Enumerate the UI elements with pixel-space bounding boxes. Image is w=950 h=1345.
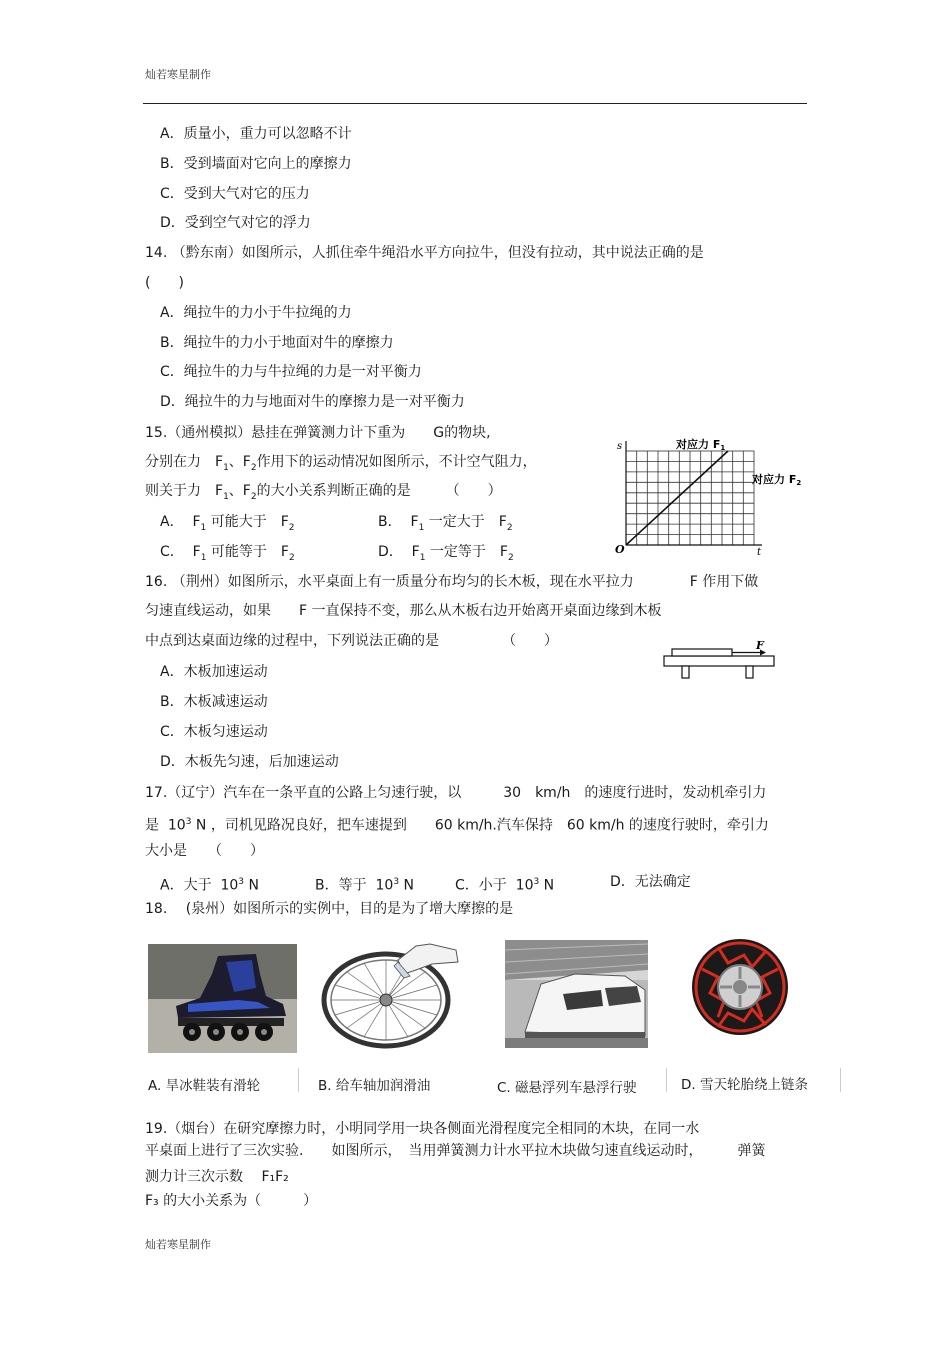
- q14-option-d: D．绳拉牛的力与地面对牛的摩擦力是一对平衡力: [160, 394, 465, 410]
- table-leg-right: [746, 666, 753, 678]
- q14-option-c: C．绳拉牛的力与牛拉绳的力是一对平衡力: [160, 364, 422, 380]
- q19-stem-line3: 测力计三次示数 F₁F₂: [145, 1169, 289, 1185]
- caption-d: D. 雪天轮胎绕上链条: [681, 1077, 808, 1093]
- table-top: [664, 656, 774, 666]
- q15-stem-line3: 则关于力 $F_1$、$F_2$的大小关系判断正确的是 （ ）: [145, 483, 502, 502]
- q17-option-d: D．无法确定: [610, 874, 691, 890]
- q17-option-c: C．小于 $10^3$ N: [455, 877, 555, 894]
- photo-inline-skate: [148, 944, 297, 1053]
- f2-label: 对应力 F2: [752, 473, 802, 487]
- caption-divider: [840, 1068, 841, 1092]
- table-leg-left: [682, 666, 689, 678]
- q15-stem-line1: 15.（通州模拟）悬挂在弹簧测力计下重为 G的物块,: [145, 425, 491, 441]
- caption-divider: [666, 1068, 667, 1092]
- wood-board: [672, 649, 732, 656]
- q16-option-b: B．木板减速运动: [160, 694, 268, 710]
- caption-b: B. 给车轴加润滑油: [318, 1078, 431, 1094]
- f1-label: 对应力 F1: [676, 438, 726, 452]
- q14-stem: 14. （黔东南）如图所示，人抓住牵牛绳沿水平方向拉牛，但没有拉动，其中说法正确的是: [145, 245, 704, 261]
- origin-label: O: [615, 543, 625, 556]
- q17-option-b: B．等于 $10^3$ N: [315, 877, 414, 894]
- q13-option-b: B．受到墙面对它向上的摩擦力: [160, 156, 352, 172]
- q16-option-d: D．木板先匀速，后加速运动: [160, 754, 339, 770]
- force-label: F: [756, 640, 764, 652]
- caption-a: A. 旱冰鞋装有滑轮: [148, 1078, 261, 1094]
- q13-option-c: C．受到大气对它的压力: [160, 186, 310, 202]
- photo-snow-chain-tire: [688, 935, 793, 1040]
- q16-option-a: A．木板加速运动: [160, 664, 268, 680]
- q13-option-d: D．受到空气对它的浮力: [160, 215, 311, 231]
- q16-option-c: C．木板匀速运动: [160, 724, 268, 740]
- q15-stem-line2: 分别在力 $F_1$、$F_2$作用下的运动情况如图所示，不计空气阻力，: [145, 454, 537, 473]
- q14-option-b: B．绳拉牛的力小于地面对牛的摩擦力: [160, 335, 394, 351]
- header-rule: [143, 103, 807, 104]
- q19-stem-line2: 平桌面上进行了三次实验. 如图所示， 当用弹簧测力计水平拉木块做匀速直线运动时， 弹簧: [145, 1143, 766, 1159]
- q17-stem-line2: 是 $10^3$ N ，司机见路况良好，把车速提到 60 km/h.汽车保持 60 km/h 的速度行驶时，牵引力: [145, 817, 769, 834]
- caption-divider: [298, 1068, 299, 1092]
- q15-st-graph: [612, 435, 822, 560]
- q17-stem-line3: 大小是 （ ）: [145, 843, 264, 859]
- q16-stem-line1: 16. （荆州）如图所示，水平桌面上有一质量分布均匀的长木板，现在水平拉力 F 作用下做: [145, 574, 759, 590]
- q18-stem: 18. (泉州）如图所示的实例中，目的是为了增大摩擦的是: [145, 901, 514, 917]
- caption-c: C. 磁悬浮列车悬浮行驶: [497, 1080, 637, 1096]
- x-axis-label: t: [757, 547, 762, 558]
- y-axis-label: s: [617, 441, 623, 452]
- graph-grid: [626, 451, 754, 545]
- q16-stem-line3: 中点到达桌面边缘的过程中，下列说法正确的是 （ ）: [145, 633, 558, 649]
- q19-stem-line4: F₃ 的大小关系为（ ）: [145, 1193, 318, 1209]
- q16-stem-line2: 匀速直线运动，如果 F 一直保持不变，那么从木板右边开始离开桌面边缘到木板: [145, 603, 662, 619]
- q15-option-b: B． $F_1$ 一定大于 $F_2$: [378, 514, 513, 533]
- page-footer: 灿若寒星制作: [145, 1238, 211, 1251]
- q13-option-a: A．质量小，重力可以忽略不计: [160, 126, 352, 142]
- f1-line: [626, 451, 728, 545]
- page-header: 灿若寒星制作: [145, 68, 211, 81]
- q16-board-figure: [660, 640, 780, 682]
- q14-bracket: ( ): [145, 275, 184, 291]
- photo-maglev-train: [505, 940, 648, 1048]
- photo-bicycle-wheel: [320, 940, 460, 1052]
- q14-option-a: A．绳拉牛的力小于牛拉绳的力: [160, 305, 352, 321]
- q19-stem-line1: 19.（烟台）在研究摩擦力时，小明同学用一块各侧面光滑程度完全相同的木块，在同一水: [145, 1121, 700, 1137]
- q15-option-d: D． $F_1$ 一定等于 $F_2$: [378, 544, 514, 563]
- q17-option-a: A．大于 $10^3$ N: [160, 877, 259, 894]
- q15-option-a: A． $F_1$ 可能大于 $F_2$: [160, 514, 295, 533]
- q17-stem-line1: 17.（辽宁）汽车在一条平直的公路上匀速行驶，以 30 km/h 的速度行进时，发动机牵引力: [145, 785, 767, 801]
- q15-option-c: C． $F_1$ 可能等于 $F_2$: [160, 544, 295, 563]
